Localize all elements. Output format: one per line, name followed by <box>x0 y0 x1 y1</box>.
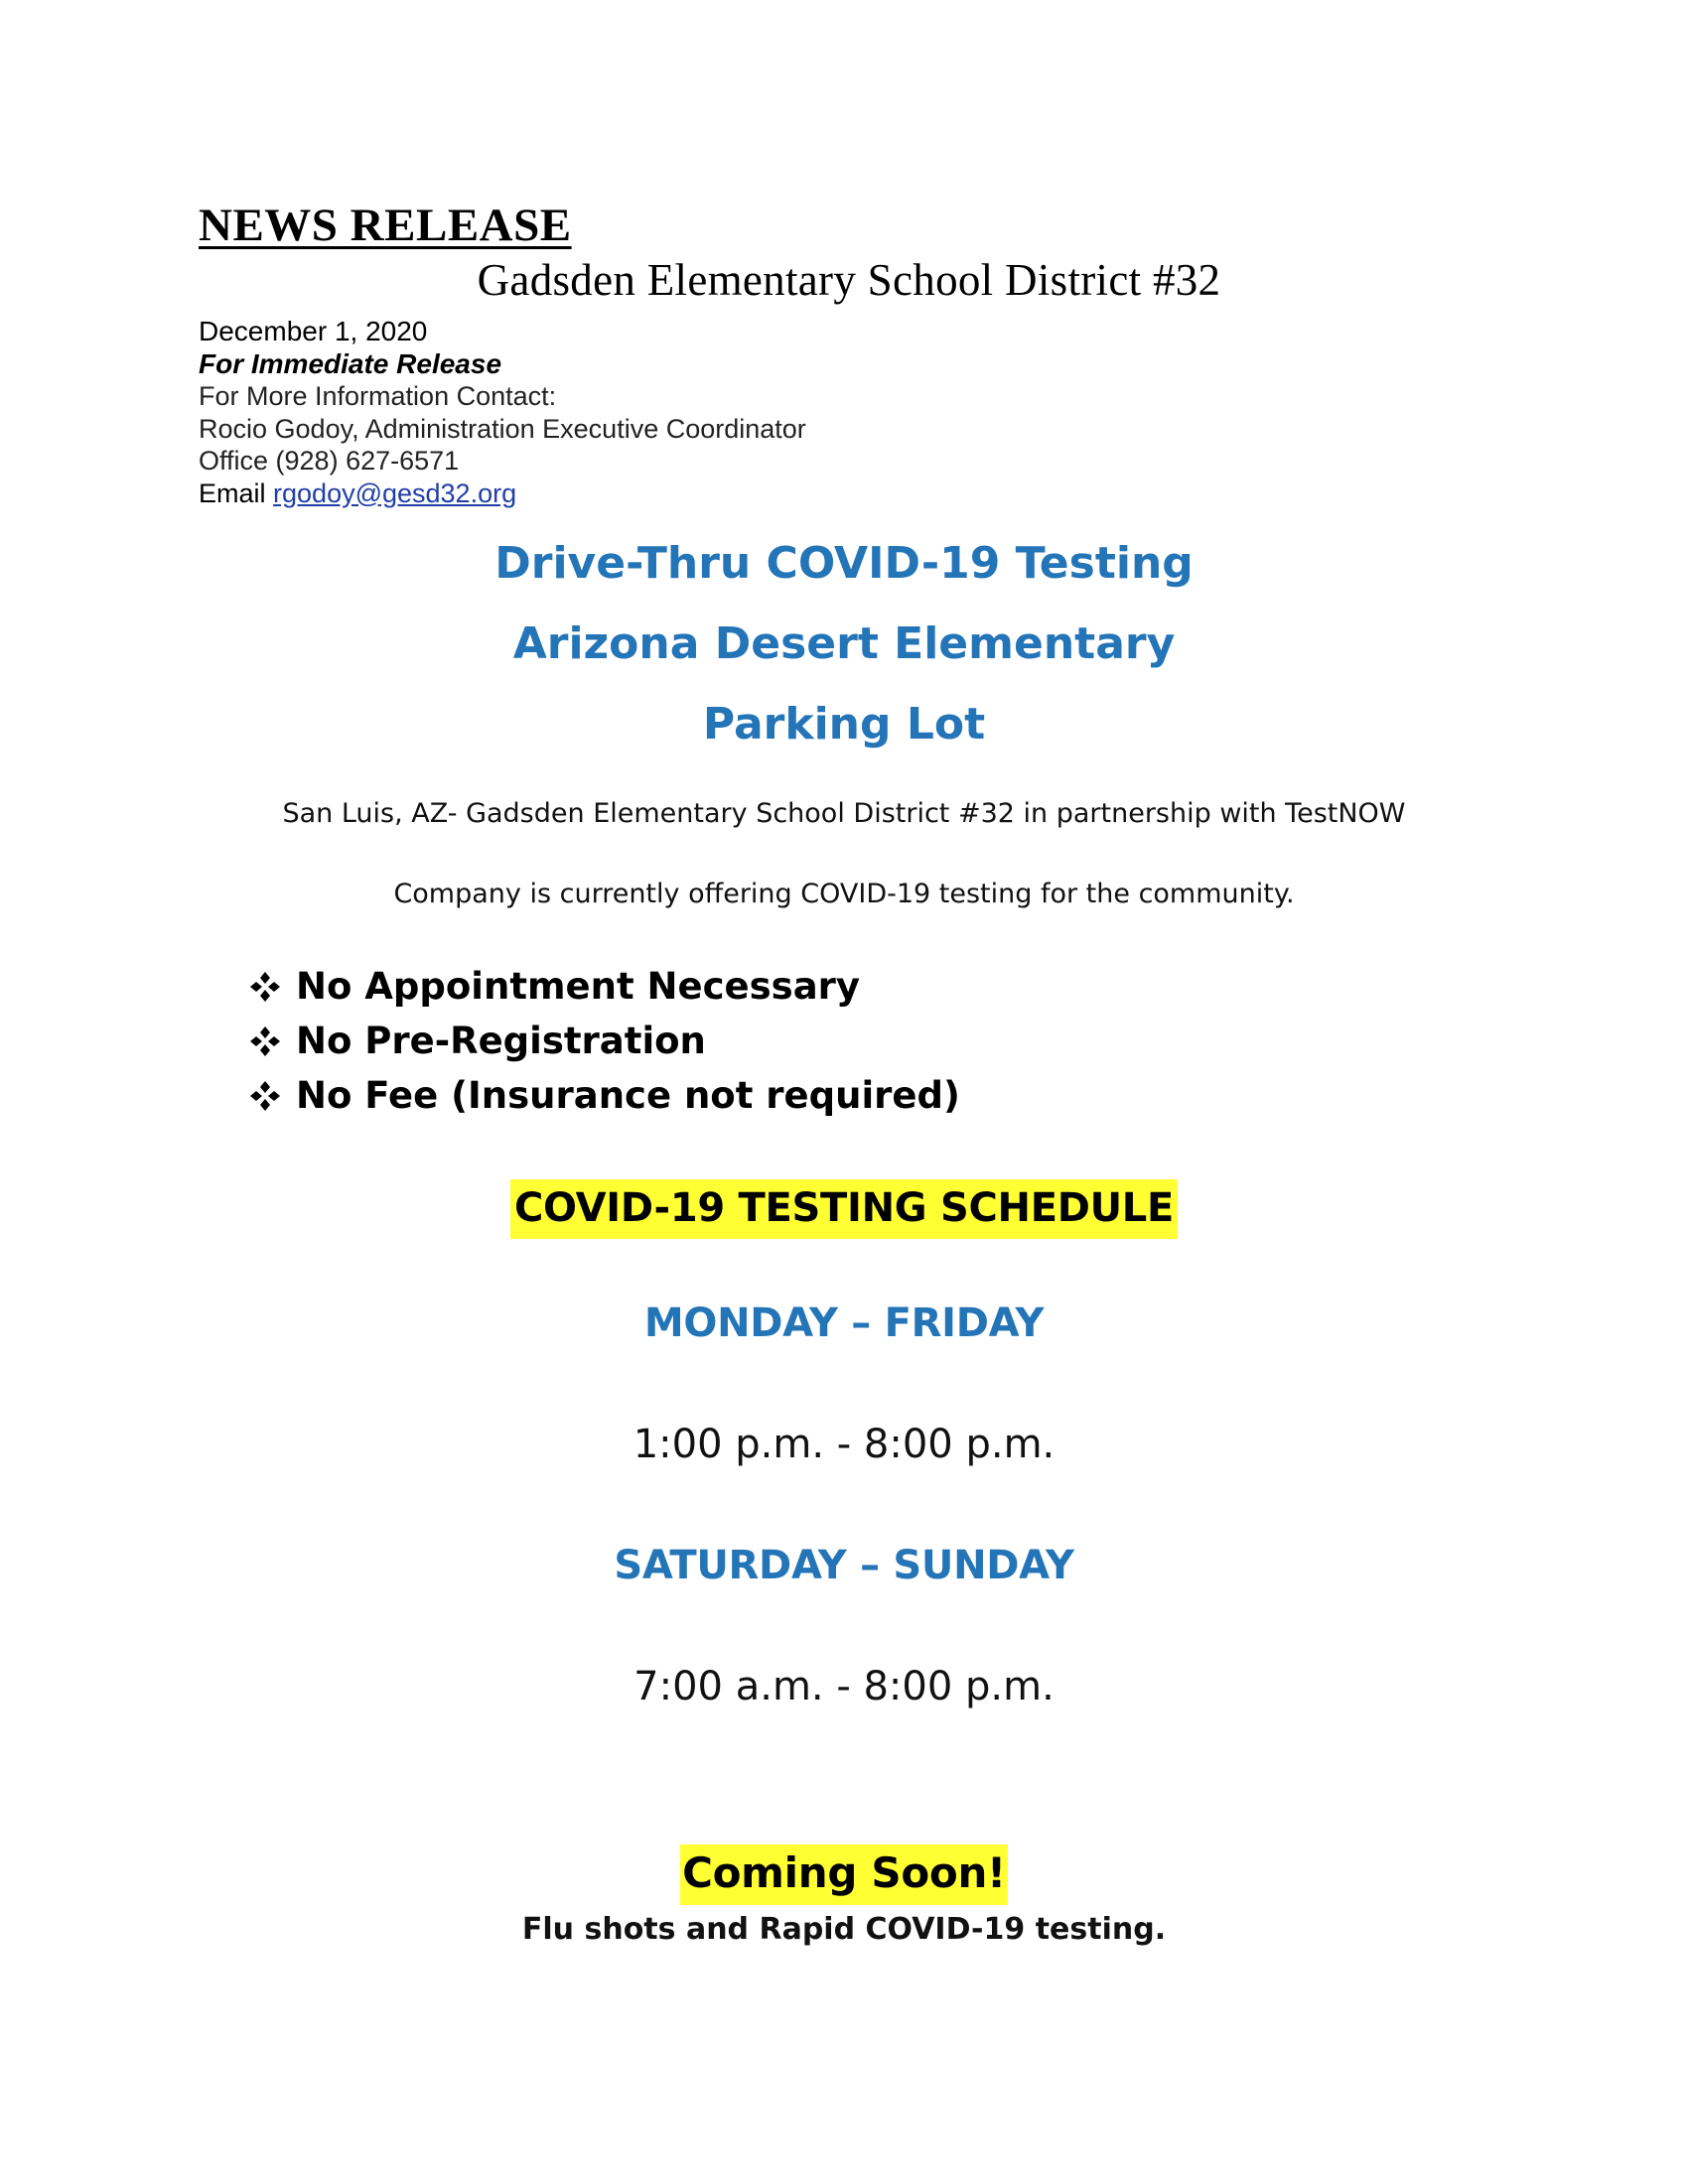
four-diamond-bullet-icon <box>248 1024 282 1058</box>
list-item <box>248 959 960 1014</box>
release-date: December 1, 2020 <box>199 316 428 346</box>
news-release-title: NEWS RELEASE <box>199 200 572 251</box>
bullet-text: No Appointment Necessary <box>296 965 861 1008</box>
intro-line-2: Company is currently offering COVID-19 testing for the community. <box>393 879 1295 909</box>
headline-line-1: Drive-Thru COVID-19 Testing <box>494 538 1194 589</box>
weekend-label: SATURDAY – SUNDAY <box>614 1543 1074 1588</box>
intro-line-1: San Luis, AZ- Gadsden Elementary School District #32 in partnership with TestNOW <box>282 798 1406 829</box>
coming-soon-title: Coming Soon! <box>680 1844 1008 1905</box>
coming-soon-note: Flu shots and Rapid COVID-19 testing. <box>521 1912 1167 1947</box>
email-label: Email <box>199 478 266 508</box>
list-item <box>248 1068 960 1123</box>
email-link[interactable]: rgodoy@gesd32.org <box>273 478 517 508</box>
four-diamond-bullet-icon <box>248 1079 282 1113</box>
email-line <box>199 478 806 510</box>
contact-person: Rocio Godoy, Administration Executive Coordinator <box>199 413 806 444</box>
office-phone: Office (928) 627-6571 <box>199 446 460 476</box>
bullet-text: No Pre-Registration <box>296 1020 706 1062</box>
weekday-hours: 1:00 p.m. - 8:00 p.m. <box>633 1422 1055 1467</box>
schedule-title: COVID-19 TESTING SCHEDULE <box>510 1179 1178 1239</box>
bullet-text: No Fee (Insurance not required) <box>296 1074 960 1117</box>
coming-soon-wrap <box>0 1844 1688 1905</box>
list-item <box>248 1014 960 1068</box>
weekend-hours: 7:00 a.m. - 8:00 p.m. <box>633 1664 1055 1709</box>
headline-line-3: Parking Lot <box>702 699 986 750</box>
more-info-label: For More Information Contact: <box>199 381 557 411</box>
release-type: For Immediate Release <box>199 347 502 379</box>
four-diamond-bullet-icon <box>248 970 282 1004</box>
feature-list <box>248 959 960 1123</box>
district-name: Gadsden Elementary School District #32 <box>477 255 1221 305</box>
schedule-title-wrap <box>0 1179 1688 1239</box>
contact-block <box>199 316 806 509</box>
weekday-label: MONDAY – FRIDAY <box>643 1300 1045 1346</box>
headline-line-2: Arizona Desert Elementary <box>512 618 1176 669</box>
